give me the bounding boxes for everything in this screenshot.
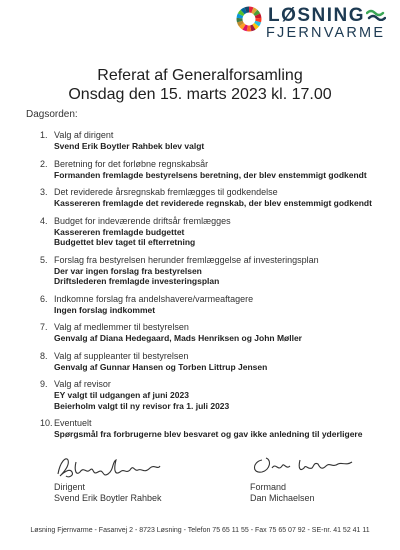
agenda-item-heading: Indkomne forslag fra andelshavere/varmeaftagere (54, 293, 254, 304)
agenda-item (40, 418, 380, 440)
agenda-item (40, 351, 380, 373)
formand-block (250, 482, 315, 504)
footer-contact: Løsning Fjernvarme - Fasanvej 2 - 8723 Løsning - Telefon 75 65 11 55 - Fax 75 65 07 92 - SE-nr. 41 52 41 11 (30, 527, 370, 534)
agenda-item (40, 187, 380, 209)
document-title (0, 66, 400, 104)
agenda-item-result: Spørgsmål fra forbrugerne blev besvaret og gav ikke anledning til yderligere (54, 429, 363, 439)
formand-signature (248, 450, 358, 480)
agenda-item-heading: Beretning for det forløbne regnskabsår (54, 158, 209, 169)
agenda-item-result: Budgettet blev taget til efterretning (54, 237, 196, 247)
agenda-item-number: 2. (40, 158, 48, 169)
agenda-item-result: Driftslederen fremlagde investeringsplan (54, 276, 220, 286)
dirigent-signature (54, 452, 164, 482)
agenda-item-heading: Budget for indeværende driftsår fremlægges (54, 215, 231, 226)
agenda-item-heading: Valg af revisor (54, 379, 111, 389)
agenda-item-result: Svend Erik Boytler Rahbek blev valgt (54, 141, 205, 151)
agenda-item (40, 379, 380, 411)
formand-role: Formand (250, 482, 287, 492)
agenda-item-result: Genvalg af Gunnar Hansen og Torben Littrup Jensen (54, 361, 268, 372)
formand-name: Dan Michaelsen (250, 493, 315, 503)
agenda-item-result: Formanden fremlagde bestyrelsens beretning, der blev enstemmigt godkendt (54, 169, 367, 180)
agenda-item-heading: Det reviderede årsregnskab fremlægges til godkendelse (54, 187, 278, 197)
agenda-item-heading: Eventuelt (54, 418, 92, 428)
agenda-item-heading: Valg af suppleanter til bestyrelsen (54, 350, 189, 361)
agenda-label: Dagsorden: (26, 109, 78, 120)
agenda-item-heading: Valg af dirigent (54, 130, 114, 140)
agenda-item-number: 3. (40, 187, 48, 197)
title-line-2: Onsdag den 15. marts 2023 kl. 17.00 (68, 86, 332, 103)
agenda-item-number: 6. (40, 293, 48, 304)
agenda-item-number: 10. (40, 418, 53, 428)
title-line-1: Referat af Generalforsamling (97, 67, 303, 84)
agenda-item-number: 8. (40, 350, 48, 361)
agenda-item-result: Genvalg af Diana Hedegaard, Mads Henriksen og John Møller (54, 333, 302, 343)
logo-wordmark: LØSNING (268, 5, 366, 26)
agenda-item-result: Kassereren fremlagde det reviderede regnskab, der blev enstemmigt godkendt (54, 198, 372, 208)
agenda-item-number: 4. (40, 215, 48, 226)
dirigent-block (54, 482, 162, 504)
agenda-item-number: 1. (40, 130, 48, 140)
dirigent-name: Svend Erik Boytler Rahbek (54, 493, 162, 503)
agenda-item-number: 7. (40, 322, 48, 332)
agenda-item (40, 159, 380, 181)
agenda-item-heading: Valg af medlemmer til bestyrelsen (54, 322, 189, 332)
agenda-item-number: 9. (40, 379, 48, 389)
agenda-item (40, 322, 380, 344)
agenda-item-result: Ingen forslag indkommet (54, 304, 156, 315)
agenda-list (40, 130, 380, 447)
agenda-item-result: Kassereren fremlagde budgettet (54, 226, 185, 237)
agenda-item-result: EY valgt til udgangen af juni 2023 (54, 390, 189, 400)
agenda-item (40, 294, 380, 316)
agenda-item (40, 216, 380, 248)
agenda-item (40, 130, 380, 152)
company-logo (236, 4, 386, 46)
wave-icon (366, 9, 386, 21)
agenda-item-number: 5. (40, 254, 48, 265)
dirigent-role: Dirigent (54, 482, 86, 492)
agenda-item-heading: Forslag fra bestyrelsen herunder fremlæggelse af investeringsplan (54, 254, 319, 265)
sdg-wheel-icon (236, 6, 262, 32)
logo-subtitle: FJERNVARME (266, 25, 386, 41)
agenda-item-result: Der var ingen forslag fra bestyrelsen (54, 265, 202, 276)
agenda-item-result: Beierholm valgt til ny revisor fra 1. juli 2023 (54, 400, 230, 411)
agenda-item (40, 255, 380, 287)
